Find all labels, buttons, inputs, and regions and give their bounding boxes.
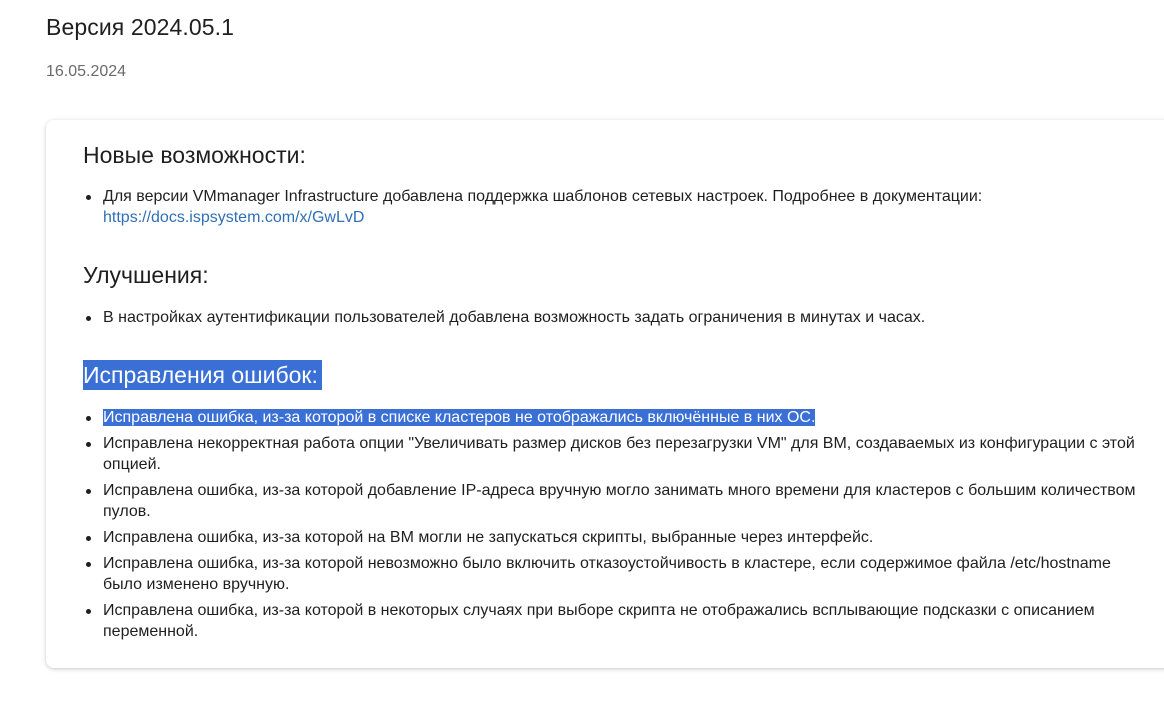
release-notes-card [46, 120, 1164, 668]
bugfix-item-text: Исправлена ошибка, из-за которой в некоторых случаях при выборе скрипта не отображались всплывающие подсказки с описанием переменной. [103, 602, 1095, 640]
bugfix-item-text: Исправлена некорректная работа опции "Увеличивать размер дисков без перезагрузки VM" для ВМ, создаваемых из конфигурации с этой опцией. [103, 435, 1135, 473]
list-item [83, 527, 1143, 548]
list-item [83, 186, 1143, 228]
list-item [83, 407, 1143, 428]
documentation-link[interactable]: https://docs.ispsystem.com/x/GwLvD [103, 209, 365, 226]
list-item [83, 307, 1143, 328]
bugfix-item-text: Исправлена ошибка, из-за которой невозможно было включить отказоустойчивость в кластере, если содержимое файла /etc/hostname было изменено вручную. [103, 555, 1111, 593]
feature-item-text: Для версии VMmanager Infrastructure добавлена поддержка шаблонов сетевых настроек. Подробнее в документации: [103, 188, 983, 205]
bugfixes-heading: Исправления ошибок: [83, 360, 322, 390]
bugfix-item-text: Исправлена ошибка, из-за которой добавление IP-адреса вручную могло занимать много времени для кластеров с большим количеством пулов. [103, 482, 1136, 520]
list-item [83, 553, 1143, 595]
bugfixes-list [83, 407, 1143, 647]
bugfix-item-text: Исправлена ошибка, из-за которой на ВМ могли не запускаться скрипты, выбранные через интерфейс. [103, 529, 874, 546]
features-heading: Новые возможности: [83, 142, 306, 168]
list-item [83, 433, 1143, 475]
improvements-list [83, 307, 1143, 333]
improvements-heading: Улучшения: [83, 262, 209, 288]
release-date: 16.05.2024 [46, 63, 127, 80]
features-list [83, 186, 1143, 233]
list-item [83, 600, 1143, 642]
list-item [83, 480, 1143, 522]
bugfix-item-text: Исправлена ошибка, из-за которой в списке кластеров не отображались включённые в них ОС. [103, 409, 816, 426]
improvement-item-text: В настройках аутентификации пользователей добавлена возможность задать ограничения в минутах и часах. [103, 309, 926, 326]
version-title: Версия 2024.05.1 [46, 14, 235, 40]
